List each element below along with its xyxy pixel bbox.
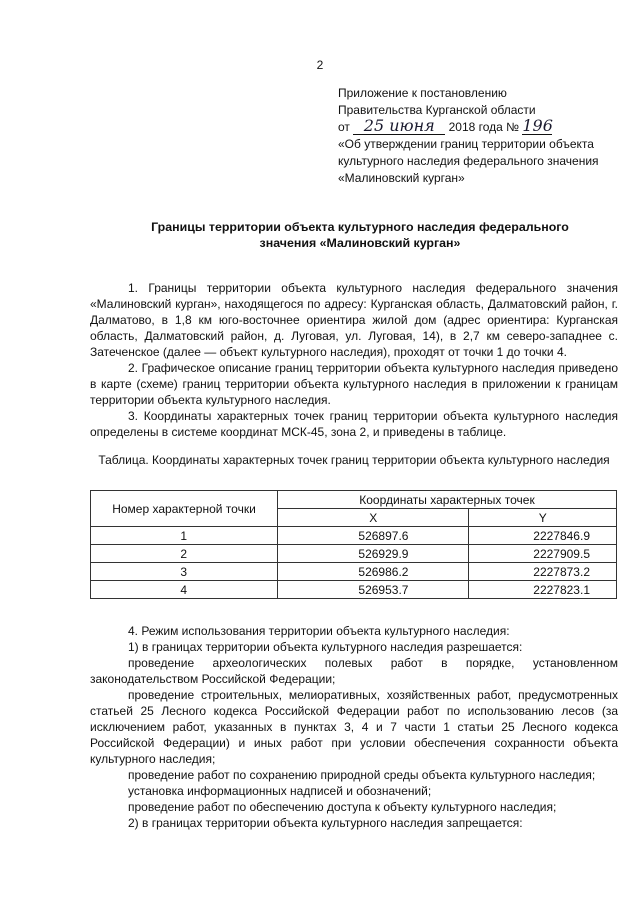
date-prefix: от [338, 120, 350, 134]
header-coordinates: Координаты характерных точек [278, 491, 617, 509]
title-line-1: Границы территории объекта культурного наследия федерального [151, 220, 569, 234]
point-number: 4 [91, 581, 278, 599]
document-number-handwritten: 196 [522, 116, 553, 135]
coord-x: 526929.9 [278, 545, 469, 563]
coord-y: 2227909.5 [469, 545, 617, 563]
coord-x: 526953.7 [278, 581, 469, 599]
paragraph-1: 1. Границы территории объекта культурного наследия федерального значения «Малиновский курган», находящегося по адресу: Курганская область, Далматовский район, г. Далматово, в 1,8 км юго-восточнее ориентира жилой дом (адрес ориентира: Курганская область, Далматовский район, д. Луговая, ул. Луговая, 14), в 2,7 км северо-западнее с. Затеченское (далее — объект культурного наследия), проходят от точки 1 до точки 4. [90, 281, 618, 359]
regime-allowed-heading: 1) в границах территории объекта культурного наследия разрешается: [128, 640, 523, 654]
document-body [90, 280, 618, 831]
table-row [91, 563, 617, 581]
document-title [110, 219, 610, 251]
title-line-2: значения «Малиновский курган» [259, 236, 461, 250]
regime-paragraph-4: 4. Режим использования территории объекта культурного наследия: [128, 624, 510, 638]
regime-item: проведение строительных, мелиоративных, хозяйственных работ, предусмотренных статьей 25 Лесного кодекса Российской Федерации работ по использованию лесов (за исключением работ, указанных в пунктах 3, 4 и 7 части 1 статьи 25 Лесного кодекса Российской Федерации) и иных работ при условии обеспечения сохранности объекта культурного наследия; [90, 688, 618, 766]
table-row [91, 545, 617, 563]
appendix-line-5: культурного наследия федерального значения [338, 154, 599, 168]
point-number: 2 [91, 545, 278, 563]
regime-item: проведение работ по сохранению природной среды объекта культурного наследия; [128, 768, 596, 782]
appendix-line-4: «Об утверждении границ территории объекта [338, 137, 594, 151]
appendix-date-line [338, 116, 618, 136]
paragraph-2: 2. Графическое описание границ территории объекта культурного наследия приведено в карте (схеме) границ территории объекта культурного наследия в приложении к границам территории объекта культурного наследия. [90, 361, 618, 407]
table-caption: Таблица. Координаты характерных точек границ территории объекта культурного наследия [98, 453, 610, 467]
appendix-line-6: «Малиновский курган» [338, 171, 465, 185]
regime-item: установка информационных надписей и обозначений; [128, 784, 432, 798]
page-number: 2 [316, 58, 324, 72]
usage-regime [90, 623, 618, 831]
coordinates-table [90, 490, 617, 599]
date-year: 2018 года № [448, 120, 520, 134]
appendix-line-1: Приложение к постановлению [338, 86, 507, 100]
appendix-header [338, 85, 618, 187]
table-header-row [91, 491, 617, 509]
header-y: Y [469, 509, 617, 527]
regime-item: проведение работ по обеспечению доступа к объекту культурного наследия; [128, 800, 557, 814]
regime-item: проведение археологических полевых работ в порядке, установленном законодательством Российской Федерации; [90, 656, 618, 686]
coord-y: 2227823.1 [469, 581, 617, 599]
date-day-month-handwritten: 25 июня [363, 116, 435, 135]
table-row [91, 527, 617, 545]
point-number: 3 [91, 563, 278, 581]
coord-x: 526897.6 [278, 527, 469, 545]
coord-y: 2227873.2 [469, 563, 617, 581]
appendix-line-2: Правительства Курганской области [338, 103, 536, 117]
table-row [91, 581, 617, 599]
paragraph-3: 3. Координаты характерных точек границ территории объекта культурного наследия определены в системе координат МСК-45, зона 2, и приведены в таблице. [90, 409, 618, 439]
header-point-number: Номер характерной точки [91, 491, 278, 527]
header-x: X [278, 509, 469, 527]
document-number [522, 116, 553, 135]
coord-y: 2227846.9 [469, 527, 617, 545]
point-number: 1 [91, 527, 278, 545]
coord-x: 526986.2 [278, 563, 469, 581]
regime-forbidden-heading: 2) в границах территории объекта культурного наследия запрещается: [128, 816, 523, 830]
date-day-month [353, 116, 445, 135]
